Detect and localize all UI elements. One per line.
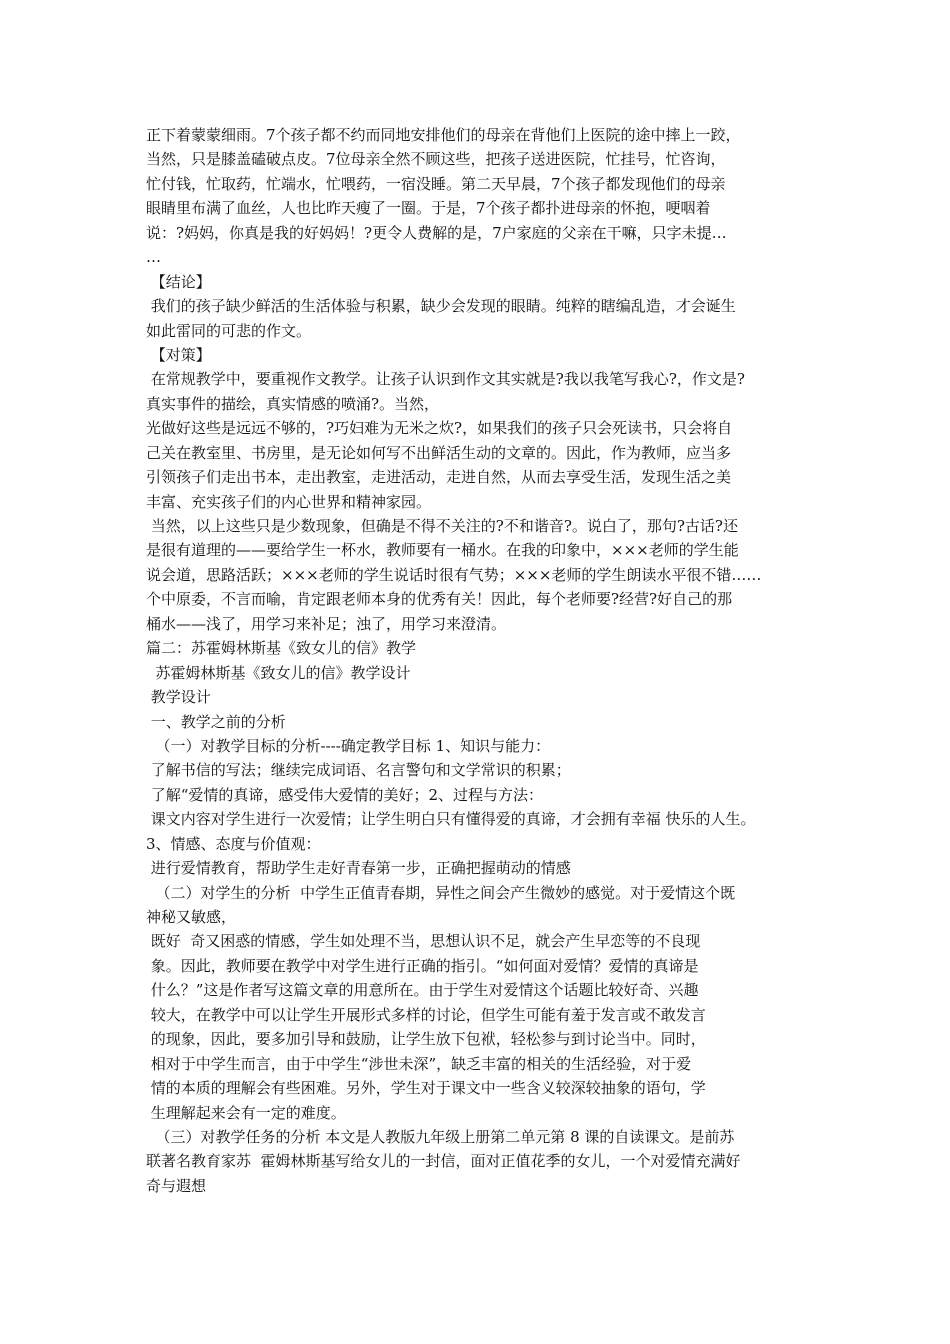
- text-line: 情的本质的理解会有些困难。另外，学生对于课文中一些含义较深较抽象的语句，学: [146, 1079, 706, 1098]
- text-line: 了解书信的写法；继续完成词语、名言警句和文学常识的积累；: [146, 761, 571, 780]
- text-line: 个中原委，不言而喻，肯定跟老师本身的优秀有关！因此，每个老师要?经营?好自己的那: [146, 590, 733, 609]
- text-line: 进行爱情教育，帮助学生走好青春第一步，正确把握萌动的情感: [146, 859, 571, 878]
- text-line: 丰富、充实孩子们的内心世界和精神家园。: [146, 492, 432, 511]
- document-body: [146, 123, 826, 1198]
- text-line: 苏霍姆林斯基《致女儿的信》教学设计: [146, 663, 411, 682]
- text-line: 生理解起来会有一定的难度。: [146, 1103, 346, 1122]
- text-line: 联著名教育家苏 霍姆林斯基写给女儿的一封信，面对正值花季的女儿，一个对爱情充满好: [146, 1152, 741, 1171]
- text-line: 在常规教学中，要重视作文教学。让孩子认识到作文其实就是?我以我笔写我心?，作文是?: [146, 370, 745, 389]
- text-line: 说会道，思路活跃；×××老师的学生说话时很有气势；×××老师的学生朗读水平很不错……: [146, 565, 762, 584]
- text-line: 相对于中学生而言，由于中学生“涉世未深”，缺乏丰富的相关的生活经验，对于爱: [146, 1054, 692, 1073]
- text-line: 象。因此，教师要在教学中对学生进行正确的指引。“如何面对爱情？爱情的真谛是: [146, 956, 699, 975]
- text-line: 眼睛里布满了血丝，人也比昨天瘦了一圈。于是，7个孩子都扑进母亲的怀抱，哽咽着: [146, 199, 711, 218]
- text-line: 篇二：苏霍姆林斯基《致女儿的信》教学: [146, 639, 417, 658]
- text-line: 当然，以上这些只是少数现象，但确是不得不关注的?不和谐音?。说白了，那句?古话?还: [146, 517, 738, 535]
- text-line: 【对策】: [146, 345, 211, 364]
- text-line: 是很有道理的——要给学生一杯水，教师要有一桶水。在我的印象中，×××老师的学生能: [146, 541, 739, 560]
- text-line: 神秘又敏感，: [146, 908, 237, 926]
- text-line: …: [146, 248, 161, 267]
- text-line: （二）对学生的分析 中学生正值青春期，异性之间会产生微妙的感觉。对于爱情这个既: [146, 883, 736, 902]
- text-line: （三）对教学任务的分析 本文是人教版九年级上册第二单元第 8 课的自读课文。是前苏: [146, 1127, 735, 1146]
- text-line: 奇与遐想: [146, 1176, 207, 1195]
- text-line: 课文内容对学生进行一次爱情；让学生明白只有懂得爱的真谛，才会拥有幸福 快乐的人生。: [146, 810, 756, 829]
- text-line: 正下着蒙蒙细雨。7个孩子都不约而同地安排他们的母亲在背他们上医院的途中摔上一跤，: [146, 126, 741, 144]
- text-line: 较大，在教学中可以让学生开展形式多样的讨论，但学生可能有羞于发言或不敢发言: [146, 1005, 706, 1024]
- text-line: （一）对教学目标的分析----确定教学目标 1、知识与能力：: [146, 736, 551, 755]
- text-line: 3、情感、态度与价值观：: [146, 834, 321, 853]
- text-line: 当然，只是膝盖磕破点皮。7位母亲全然不顾这些，把孩子送进医院，忙挂号，忙咨询，: [146, 150, 726, 169]
- text-line: 什么？”这是作者写这篇文章的用意所在。由于学生对爱情这个话题比较好奇、兴趣: [146, 981, 699, 1000]
- text-line: 我们的孩子缺少鲜活的生活体验与积累，缺少会发现的眼睛。纯粹的瞎编乱造，才会诞生: [146, 297, 736, 316]
- text-line: 一、教学之前的分析: [146, 712, 286, 731]
- text-line: 既好 奇又困惑的情感，学生如处理不当，思想认识不足，就会产生早恋等的不良现: [146, 932, 701, 951]
- text-line: 了解“爱情的真谛，感受伟大爱情的美好；2、过程与方法：: [146, 785, 543, 804]
- text-line: 说：?妈妈，你真是我的好妈妈！?更令人费解的是，7户家庭的父亲在干嘛，只字未提…: [146, 223, 727, 242]
- text-line: 教学设计: [146, 688, 211, 707]
- text-line: 如此雷同的可悲的作文。: [146, 321, 312, 340]
- text-line: 光做好这些是远远不够的，?巧妇难为无米之炊?，如果我们的孩子只会死读书，只会将自: [146, 419, 733, 438]
- text-line: 忙付钱，忙取药，忙端水，忙喂药，一宿没睡。第二天早晨，7个孩子都发现他们的母亲: [146, 174, 726, 193]
- text-line: 【结论】: [146, 272, 211, 291]
- text-line: 引领孩子们走出书本，走出教室，走进活动，走进自然，从而去享受生活，发现生活之美: [146, 468, 732, 487]
- text-line: 己关在教室里、书房里，是无论如何写不出鲜活生动的文章的。因此，作为教师，应当多: [146, 443, 732, 462]
- text-line: 的现象，因此，要多加引导和鼓励，让学生放下包袱，轻松参与到讨论当中。同时，: [146, 1030, 706, 1049]
- text-line: 桶水——浅了，用学习来补足；浊了，用学习来澄清。: [146, 614, 507, 633]
- text-line: 真实事件的描绘，真实情感的喷涌?。当然，: [146, 394, 440, 413]
